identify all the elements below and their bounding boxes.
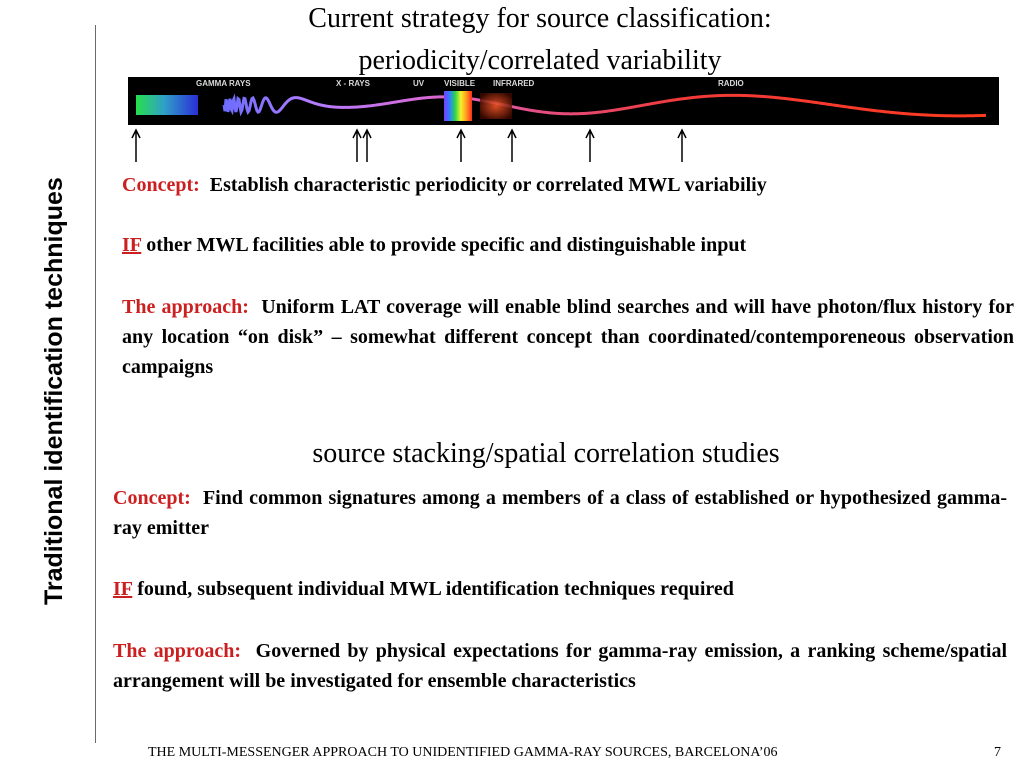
page-number: 7 xyxy=(994,745,1001,760)
if-text: other MWL facilities able to provide specific and distinguishable input xyxy=(146,234,747,256)
approach-label: The approach: xyxy=(113,640,242,662)
approach-text: Uniform LAT coverage will enable blind searches and will have photon/flux history for any location “on disk” – somewhat different concept than coordinated/contemporeneous observation campaigns xyxy=(122,296,1015,378)
gamma-band xyxy=(136,95,198,115)
concept-text: Find common signatures among a members of a class of established or hypothesized gamma-ray emitter xyxy=(113,487,1008,539)
footer-text: THE MULTI-MESSENGER APPROACH TO UNIDENTIFIED GAMMA-RAY SOURCES, BARCELONA’06 xyxy=(148,745,778,760)
if-text: found, subsequent individual MWL identification techniques required xyxy=(137,578,734,600)
arrow-up-icon xyxy=(362,128,372,162)
arrow-up-icon xyxy=(131,128,141,162)
if-label: IF xyxy=(113,578,133,600)
spectrum-label-uv: UV xyxy=(413,79,425,88)
arrow-up-icon xyxy=(677,128,687,162)
section1-if xyxy=(122,230,1014,260)
spectrum-label-gamma: GAMMA RAYS xyxy=(196,79,251,88)
approach-text: Governed by physical expectations for gamma-ray emission, a ranking scheme/spatial arrangement will be investigated for ensemble characteristics xyxy=(113,640,1008,692)
concept-text: Establish characteristic periodicity or correlated MWL variabiliy xyxy=(209,174,767,196)
spectrum-label-infrared: INFRARED xyxy=(493,79,535,88)
heading-2: source stacking/spatial correlation studies xyxy=(312,438,780,469)
if-label: IF xyxy=(122,234,142,256)
section1-concept xyxy=(122,170,1014,200)
concept-label: Concept: xyxy=(122,174,200,196)
spectrum-label-xray: X - RAYS xyxy=(336,79,370,88)
section2-if xyxy=(113,574,1007,604)
arrow-up-icon xyxy=(456,128,466,162)
spectrum-label-visible: VISIBLE xyxy=(444,79,476,88)
heading-line-2: periodicity/correlated variability xyxy=(358,45,722,76)
section2-concept xyxy=(113,483,1007,543)
heading-line-1: Current strategy for source classification: xyxy=(308,3,772,34)
sidebar-divider xyxy=(95,25,96,743)
arrow-up-icon xyxy=(585,128,595,162)
concept-label: Concept: xyxy=(113,487,191,509)
section1-approach xyxy=(122,292,1014,382)
section2-approach xyxy=(113,636,1007,696)
side-title: Traditional identification techniques xyxy=(40,177,68,605)
infrared-glow xyxy=(480,93,512,119)
arrow-up-icon xyxy=(507,128,517,162)
visible-band xyxy=(444,91,472,121)
spectrum-wave xyxy=(224,95,986,116)
arrow-up-icon xyxy=(352,128,362,162)
approach-label: The approach: xyxy=(122,296,249,318)
electromagnetic-spectrum-image xyxy=(128,77,999,125)
spectrum-label-radio: RADIO xyxy=(718,79,744,88)
